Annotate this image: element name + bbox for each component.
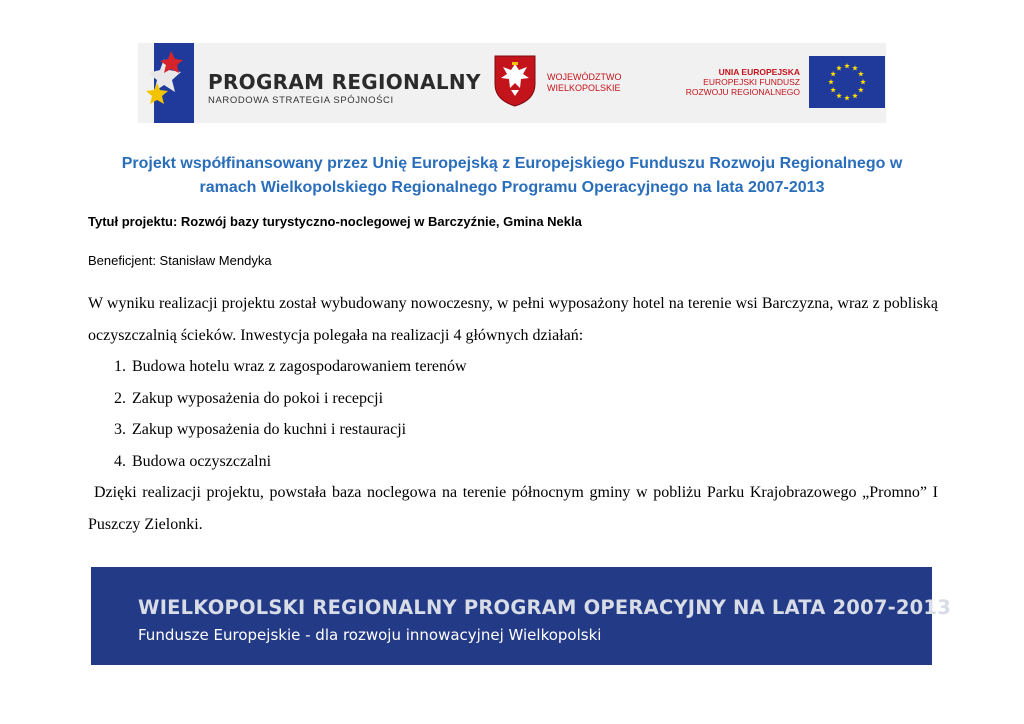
conclusion-paragraph: Dzięki realizacji projektu, powstała baza noclegowa na terenie północnym gminy w pobliżu Parku Krajobrazowego „Promno” I Puszczy Zielonki. — [88, 484, 938, 533]
list-item: 4. Budowa oczyszczalni — [130, 446, 938, 478]
wrpo-banner — [91, 567, 951, 665]
eu-line1: UNIA EUROPEJSKA — [718, 67, 800, 77]
intro-paragraph: W wyniku realizacji projektu został wybudowany nowoczesny, w pełni wyposażony hotel na terenie wsi Barczyzna, wraz z pobliską oczyszczalnią ścieków. Inwestycja polegała na realizacji 4 głównych działań: — [88, 295, 938, 344]
voivodeship-label — [547, 72, 621, 94]
list-item: 3. Zakup wyposażenia do kuchni i restauracji — [130, 414, 938, 446]
actions-list — [88, 351, 938, 477]
logo-banner — [138, 43, 886, 123]
program-title: PROGRAM REGIONALNY — [208, 70, 481, 94]
program-regionalny-logo-icon — [146, 43, 206, 123]
project-title: Tytuł projektu: Rozwój bazy turystyczno-noclegowej w Barczyźnie, Gmina Nekla — [88, 214, 582, 229]
program-subtitle: NARODOWA STRATEGIA SPÓJNOŚCI — [208, 95, 394, 106]
list-item: 1. Budowa hotelu wraz z zagospodarowaniem terenów — [130, 351, 938, 383]
voivodeship-line1: WOJEWÓDZTWO — [547, 72, 622, 82]
voivodeship-line2: WIELKOPOLSKIE — [547, 83, 621, 93]
eu-label — [686, 67, 800, 97]
eu-flag-icon — [809, 56, 885, 108]
eu-line2: EUROPEJSKI FUNDUSZ — [703, 77, 800, 87]
project-description — [88, 288, 938, 540]
banner-subtitle: Fundusze Europejskie - dla rozwoju innowacyjnej Wielkopolski — [138, 626, 602, 644]
heading-line2: ramach Wielkopolskiego Regionalnego Programu Operacyjnego na lata 2007-2013 — [199, 179, 825, 196]
cofinancing-heading — [88, 152, 936, 200]
banner-title: WIELKOPOLSKI REGIONALNY PROGRAM OPERACYJNY NA LATA 2007-2013 — [138, 596, 951, 619]
beneficiary: Beneficjent: Stanisław Mendyka — [88, 253, 272, 268]
wielkopolska-crest-icon — [493, 54, 537, 108]
heading-line1: Projekt współfinansowany przez Unię Europejską z Europejskiego Funduszu Rozwoju Regionalnego w — [121, 155, 903, 172]
list-item: 2. Zakup wyposażenia do pokoi i recepcji — [130, 383, 938, 415]
eu-line3: ROZWOJU REGIONALNEGO — [685, 87, 800, 97]
